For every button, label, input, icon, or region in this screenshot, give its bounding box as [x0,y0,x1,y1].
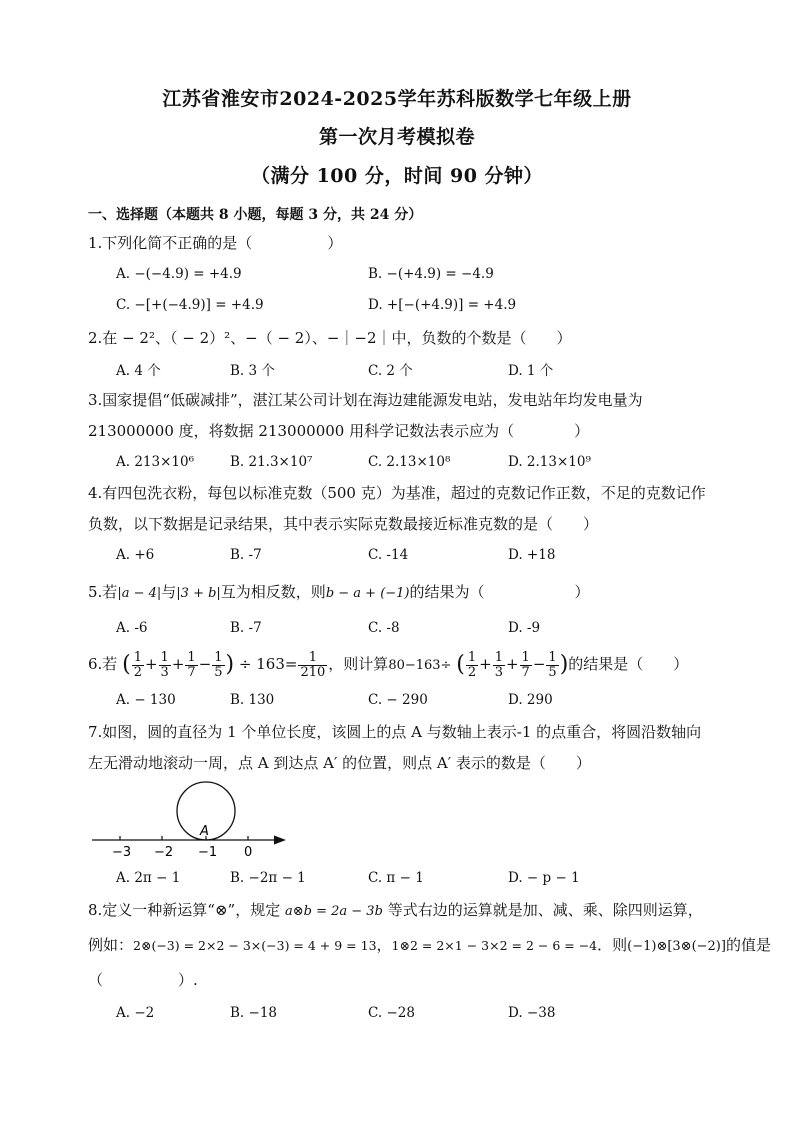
q3-option-d: D. 2.13×10⁹ [508,454,591,470]
q8-option-c: C. −28 [368,1005,415,1021]
q5-text-mid1: 与 [161,583,177,601]
q6-paren-left-2: ( [456,652,465,677]
tick-label-0: 0 [244,845,253,860]
q8-line1-pre: 8.定义一种新运算“⊗”，规定 [88,901,281,919]
q6-option-a: A. − 130 [116,692,176,708]
q5-option-c: C. -8 [368,620,400,636]
page-title-line2: 第一次月考模拟卷 [318,126,475,148]
q8-line2-expr: (−1)⊗[3⊗(−2)] [627,939,726,954]
q3-option-a: A. 213×10⁶ [116,454,195,470]
q6-option-c: C. − 290 [368,692,428,708]
q5-option-b: B. -7 [230,620,262,636]
q6-paren-left: ( [122,652,131,677]
q6-frac-rhs: $\frac{1}{210}$ [300,649,326,680]
q5-option-a: A. -6 [116,620,148,636]
q6-text-mid: ÷ 163= [238,655,298,673]
question-5-stem [88,576,738,610]
question-3-stem-line1: 3.国家提倡“低碳减排”，湛江某公司计划在海边建能源发电站，发电站年均发电量为 [88,391,643,409]
question-8-stem-line1 [88,894,758,928]
q5-math-abs2: |3 + b| [176,586,221,601]
q8-option-b: B. −18 [230,1005,277,1021]
q6-paren-right: ) [225,652,235,677]
q4-option-d: D. +18 [508,547,556,563]
q5-text-pre: 5.若 [88,583,118,601]
q8-line2-example2: 1⊗2 = 2×1 − 3×2 = 2 − 6 = −4 [391,938,598,953]
section-heading: 一、选择题（本题共 8 小题，每题 3 分，共 24 分） [88,207,423,223]
page-title-line1: 江苏省淮安市2024-2025学年苏科版数学七年级上册 [162,88,632,110]
q6-frac-3: $\frac{1}{7}$ [187,649,196,680]
q6-frac-7: $\frac{1}{7}$ [521,649,530,680]
question-8-stem-line2: 例如：2⊗(−3) = 2×2 − 3×(−3) = 4 + 9 = 13，1⊗2 = 2×1 − 3×2 = 2 − 6 = −4．则(−1)⊗[3⊗(−2)]的值是 [88,936,771,954]
question-3-stem-line2: 213000000 度，将数据 213000000 用科学记数法表示应为（ ） [88,422,590,440]
q1-option-a: A. −(−4.9) = +4.9 [116,266,242,282]
q5-text-mid2: 互为相反数，则 [220,583,326,601]
question-4-stem-line1: 4.有四包洗衣粉，每包以标准克数（500 克）为基准，超过的克数记作正数，不足的克数记作 [88,484,706,502]
q7-option-a: A. 2π − 1 [116,870,181,886]
q6-frac-1: $\frac{1}{2}$ [133,649,142,680]
q6-option-b: B. 130 [230,692,275,708]
q3-option-c: C. 2.13×10⁸ [368,454,451,470]
q6-option-d: D. 290 [508,692,553,708]
q8-line1-post: 等式右边的运算就是加、减、乘、除四则运算， [387,901,703,919]
q5-math-expr: b − a + (−1) [325,586,410,601]
q8-line1-math: a⊗b = 2a − 3b [285,904,383,919]
q4-option-a: A. +6 [116,547,155,563]
q6-text-mid3: 80−163÷ [388,658,452,673]
q6-frac-4: $\frac{1}{5}$ [214,649,223,680]
q8-line2-pre: 例如： [88,936,134,954]
q3-option-b: B. 21.3×10⁷ [230,454,313,470]
q6-frac-6: $\frac{1}{3}$ [494,649,503,680]
q7-option-c: C. π − 1 [368,870,424,886]
q1-option-c: C. −[+(−4.9)] = +4.9 [116,297,264,313]
tick-label-neg1: −1 [198,845,218,860]
tick-label-neg3: −3 [112,845,132,860]
q6-frac-5: $\frac{1}{2}$ [467,649,477,680]
point-a-label: A [200,824,209,839]
q4-option-b: B. -7 [230,547,262,563]
q2-option-c: C. 2 个 [368,363,413,379]
q6-text-mid2: ，则计算 [328,655,389,673]
q5-option-d: D. -9 [508,620,541,636]
question-8-stem-line3: （ ）. [88,971,198,989]
number-line-figure [88,780,298,862]
tick-label-neg2: −2 [154,845,174,860]
q6-frac-8: $\frac{1}{5}$ [548,649,557,680]
q1-option-b: B. −(+4.9) = −4.9 [368,266,494,282]
question-1-stem: 1.下列化简不正确的是（ ） [88,234,343,252]
q8-option-d: D. −38 [508,1005,556,1021]
q2-option-b: B. 3 个 [230,363,275,379]
q6-paren-right-2: ) [559,652,569,677]
q6-text-post: 的结果是（ ） [568,655,689,673]
question-2-stem: 2.在 − 2²、（ − 2）²、−（ − 2）、−｜−2｜中，负数的个数是（ ） [88,329,572,347]
q8-option-a: A. −2 [116,1005,155,1021]
q1-option-d: D. +[−(+4.9)] = +4.9 [368,297,517,313]
question-7-stem-line1: 7.如图，圆的直径为 1 个单位长度，该圆上的点 A 与数轴上表示-1 的点重合，将圆沿数轴向 [88,723,702,741]
question-4-stem-line2: 负数，以下数据是记录结果，其中表示实际克数最接近标准克数的是（ ） [88,515,599,533]
q4-option-c: C. -14 [368,547,409,563]
question-7-stem-line2: 左无滑动地滚动一周，点 A 到达点 A′ 的位置，则点 A′ 表示的数是（ ） [88,754,591,772]
q6-text-pre: 6.若 [88,655,118,673]
axis-arrow-icon [274,836,286,845]
q7-option-d: D. − p − 1 [508,870,580,886]
q2-option-a: A. 4 个 [116,363,161,379]
question-6-stem: 6.若 ( $\frac{1}{2}$ + $\frac{1}{3}$ + $\frac{1}{7}$ − $\frac{1}{5}$ ) ÷ 163= $\frac{1}{210}$ ，则计算80−163÷ ( $\frac{1}{2}$ + $\frac{1}{3}$ + $\frac{1}{7}$ − $\frac{1}{5}$ )的结果是（ ） [88,649,689,680]
q7-option-b: B. −2π − 1 [230,870,306,886]
page-title-line3: （满分 100 分，时间 90 分钟） [250,165,544,187]
q8-line2-example1: 2⊗(−3) = 2×2 − 3×(−3) = 4 + 9 = 13 [133,938,377,953]
q6-frac-2: $\frac{1}{3}$ [160,649,169,680]
q8-line2-post2: 的值是 [725,936,771,954]
q5-text-post: 的结果为（ ） [409,583,590,601]
q5-math-abs1: |a − 4| [117,586,162,601]
q8-line2-post1: ．则 [597,936,628,954]
q2-option-d: D. 1 个 [508,363,554,379]
